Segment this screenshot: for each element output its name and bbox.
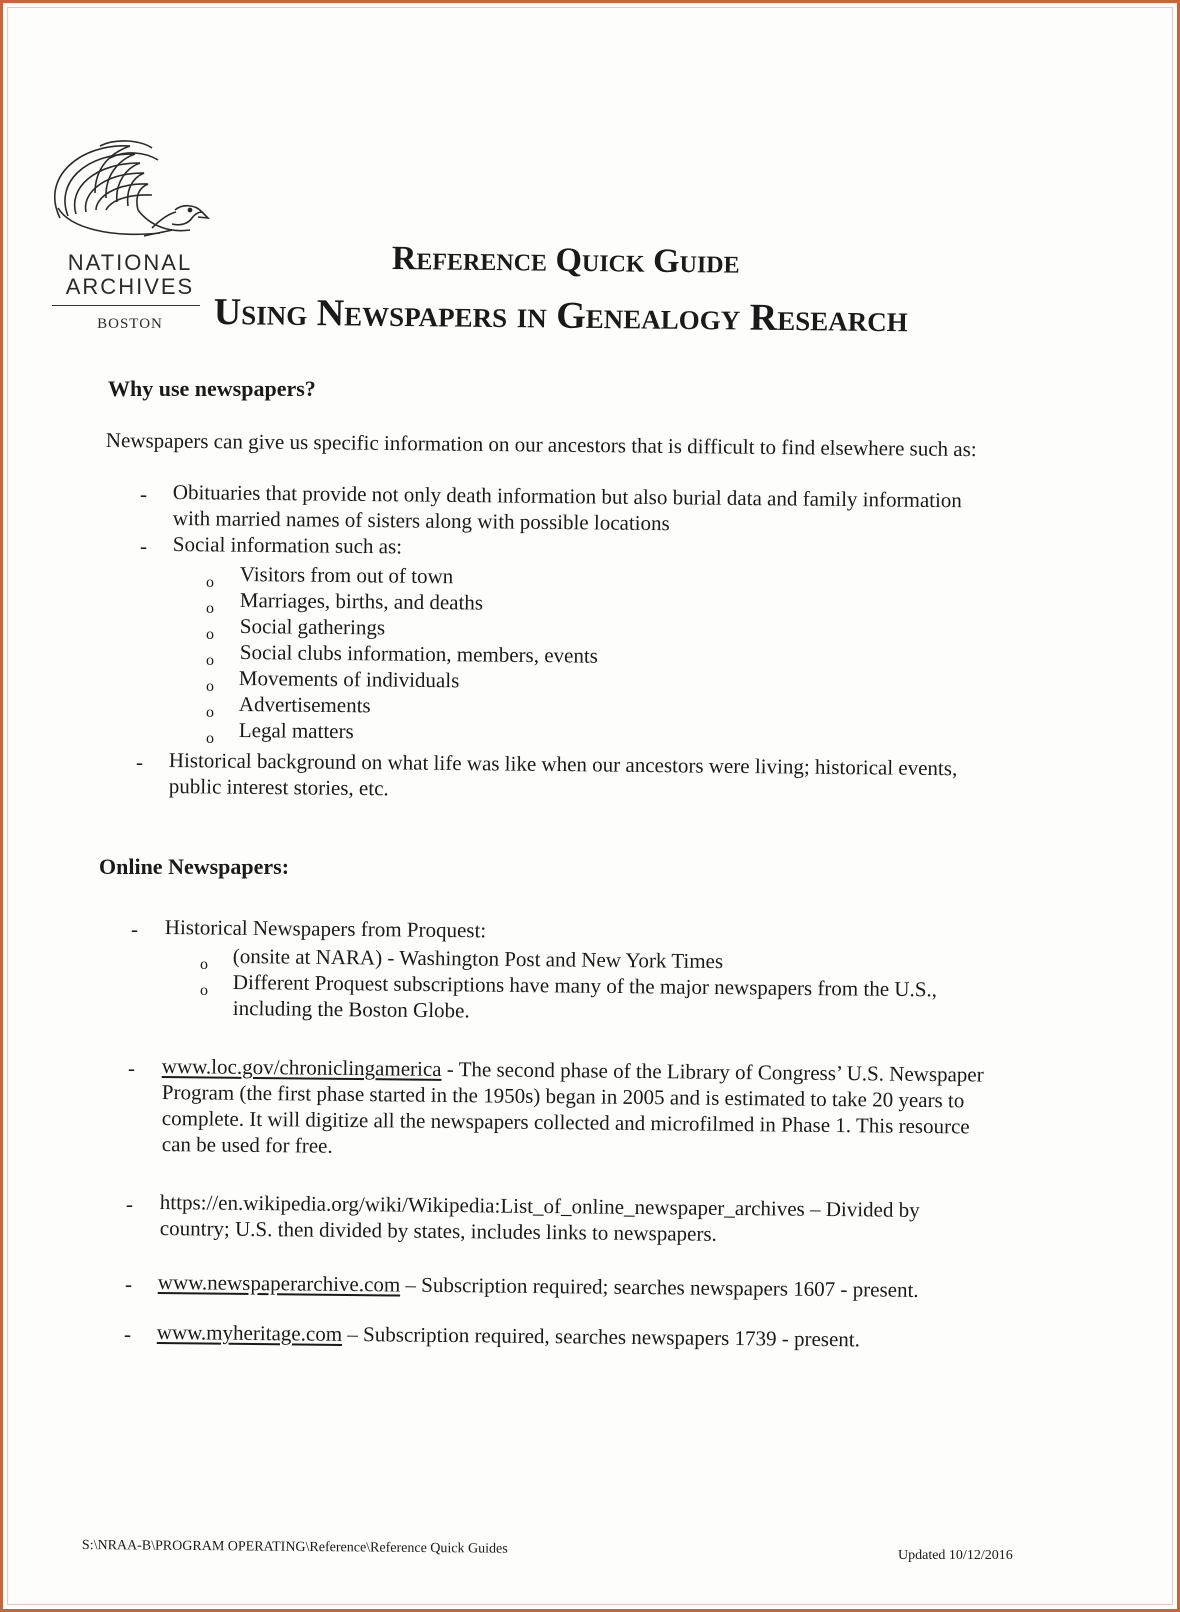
page-subtitle: Using Newspapers in Genealogy Research: [213, 290, 908, 341]
circle-bullet-icon: o: [200, 982, 208, 999]
sub-list-item: Different Proquest subscriptions have many of the major newspapers from the U.S.,: [232, 969, 938, 1002]
section-heading-why: Why use newspapers?: [108, 376, 316, 401]
list-item: [157, 1319, 860, 1352]
bullet-dash: -: [128, 1056, 135, 1080]
logo-national-text: NATIONAL: [67, 250, 193, 275]
logo-city-text: BOSTON: [97, 316, 163, 332]
list-item: Obituaries that provide not only death information but also burial data and family information: [172, 479, 963, 513]
footer-updated-date: Updated 10/12/2016: [898, 1548, 1013, 1563]
list-item-continuation: public interest stories, etc.: [168, 773, 389, 801]
circle-bullet-icon: o: [206, 626, 214, 643]
chroniclingamerica-link[interactable]: www.loc.gov/chroniclingamerica: [161, 1054, 442, 1081]
national-archives-logo: [40, 138, 210, 338]
myheritage-link[interactable]: www.myheritage.com: [156, 1320, 343, 1346]
list-item: Historical background on what life was like when our ancestors were living; historical events,: [168, 747, 958, 781]
sub-list-item-continuation: including the Boston Globe.: [232, 995, 470, 1023]
circle-bullet-icon: o: [206, 600, 214, 617]
circle-bullet-icon: o: [206, 652, 214, 669]
logo-divider: [52, 305, 200, 306]
eagle-icon: [40, 138, 210, 248]
list-item-continuation: can be used for free.: [161, 1132, 333, 1158]
list-item-continuation: Program (the first phase started in the 1950s) began in 2005 and is estimated to take 20 years to: [161, 1080, 965, 1113]
sub-list-item: Social clubs information, members, events: [239, 639, 599, 668]
bullet-dash: -: [126, 1192, 133, 1216]
circle-bullet-icon: o: [206, 730, 214, 747]
list-item: Historical Newspapers from Proquest:: [164, 914, 487, 943]
list-item-text: – Subscription required; searches newspapers 1607 - present.: [400, 1272, 919, 1302]
bullet-dash: -: [131, 917, 138, 941]
sub-list-item: Movements of individuals: [238, 665, 460, 693]
footer-file-path: S:\NRAA-B\PROGRAM OPERATING\Reference\Reference Quick Guides: [81, 1538, 508, 1557]
sub-list-item: (onsite at NARA) - Washington Post and New York Times: [232, 943, 724, 974]
circle-bullet-icon: o: [206, 678, 214, 695]
list-item-text: - The second phase of the Library of Congress’ U.S. Newspaper: [441, 1056, 984, 1087]
sub-list-item: Advertisements: [238, 691, 371, 718]
list-item-text: – Subscription required, searches newspapers 1739 - present.: [341, 1321, 861, 1352]
newspaperarchive-link[interactable]: www.newspaperarchive.com: [157, 1270, 401, 1297]
bullet-dash: -: [136, 750, 143, 774]
sub-list-item: Visitors from out of town: [239, 561, 454, 589]
list-item: [158, 1269, 919, 1303]
circle-bullet-icon: o: [200, 956, 208, 973]
sub-list-item: Marriages, births, and deaths: [239, 587, 484, 615]
circle-bullet-icon: o: [206, 574, 214, 591]
sub-list-item: Legal matters: [238, 717, 354, 744]
bullet-dash: -: [124, 1322, 131, 1346]
section-heading-online: Online Newspapers:: [99, 854, 290, 879]
logo-archives-text: ARCHIVES: [65, 274, 195, 299]
bullet-dash: -: [140, 534, 147, 558]
bullet-dash: -: [125, 1272, 132, 1296]
bullet-dash: -: [140, 482, 147, 506]
list-item: https://en.wikipedia.org/wiki/Wikipedia:List_of_online_newspaper_archives – Divided by: [159, 1190, 920, 1222]
page-title: Reference Quick Guide: [391, 240, 740, 281]
sub-list-item: Social gatherings: [239, 613, 386, 640]
section-intro: Newspapers can give us specific information on our ancestors that is difficult to find elsewhere such as:: [105, 428, 977, 462]
list-item-continuation: country; U.S. then divided by states, includes links to newspapers.: [159, 1216, 717, 1246]
list-item-continuation: with married names of sisters along with possible locations: [172, 505, 670, 536]
list-item: Social information such as:: [172, 531, 403, 559]
circle-bullet-icon: o: [206, 704, 214, 721]
list-item-continuation: complete. It will digitize all the newspapers collected and microfilmed in Phase 1. This resource: [161, 1106, 970, 1139]
